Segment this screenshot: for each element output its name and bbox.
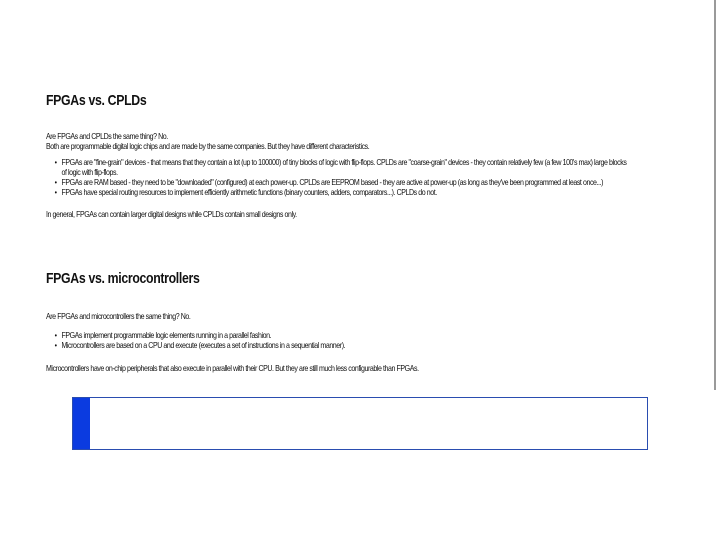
list-item: • Microcontrollers are based on a CPU and execute (executes a set of instructions in a sequential manner).	[46, 341, 617, 351]
bullet-list	[46, 331, 710, 351]
bullet-list	[46, 158, 710, 198]
intro-text: Both are programmable digital logic chips and are made by the same companies. But they have different characteristics.	[46, 142, 370, 151]
section-heading: FPGAs vs. microcontrollers	[46, 270, 200, 287]
list-item: • FPGAs have special routing resources to implement efficiently arithmetic functions (binary counters, adders, comparators...). CPLDs do not.	[46, 188, 617, 198]
list-item: • FPGAs are RAM based - they need to be "downloaded" (configured) at each power-up. CPLDs are EEPROM based - they are active at power-up (as long as they've been programmed at least once...)	[46, 178, 617, 188]
list-item-continuation: of logic with flip-flops.	[61, 168, 118, 177]
list-item: • FPGAs are "fine-grain" devices - that means that they contain a lot (up to 100000) of tiny blocks of logic with flip-flops. CPLDs are "coarse-grain" devices - they contain relatively few (a few 100's max) large blocks	[46, 158, 617, 168]
conclusion-text: In general, FPGAs can contain larger digital designs while CPLDs contain small designs only.	[46, 210, 297, 219]
blue-banner-box	[72, 397, 648, 450]
question-text: Are FPGAs and microcontrollers the same thing? No.	[46, 312, 191, 321]
list-item: • FPGAs implement programmable logic elements running in a parallel fashion.	[46, 331, 617, 341]
section-fpga-vs-cpld	[46, 92, 710, 220]
question-text: Are FPGAs and CPLDs the same thing? No.	[46, 132, 168, 141]
section-fpga-vs-microcontroller	[46, 270, 710, 374]
conclusion-text: Microcontrollers have on-chip peripherals that also execute in parallel with their CPU. But they are still much less configurable than FPGAs.	[46, 364, 419, 373]
section-heading: FPGAs vs. CPLDs	[46, 92, 147, 109]
banner-accent-stripe	[73, 398, 90, 449]
